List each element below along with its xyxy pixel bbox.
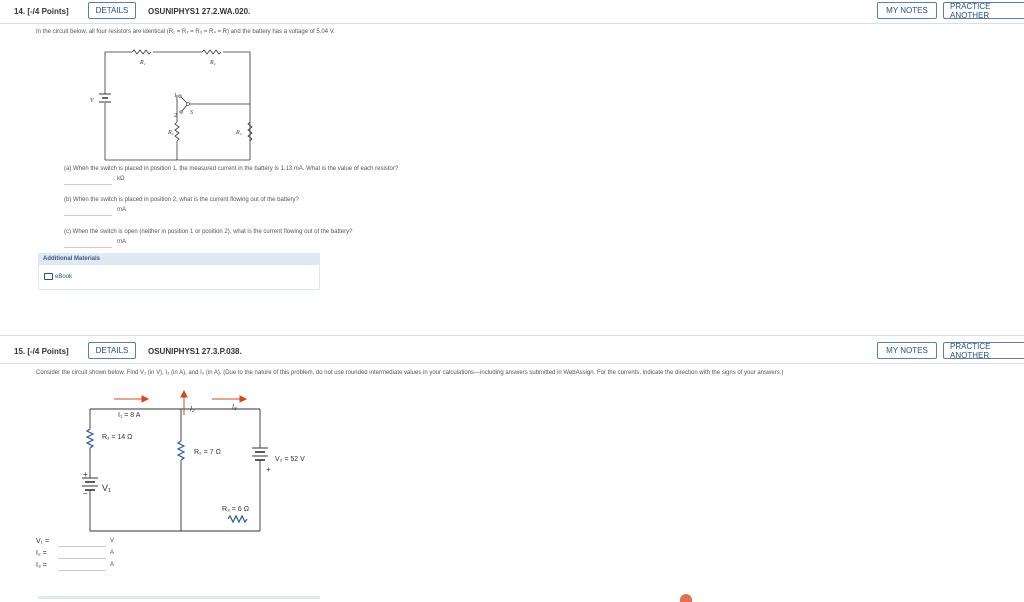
question-intro: In the circuit below, all four resistors are identical (R₁ = R₂ = R₃ = R₄ = R) and the battery has a voltage of 5.04 V. <box>36 29 335 35</box>
question-code: OSUNIPHYS1 27.2.WA.020. <box>148 7 251 16</box>
part-c-input[interactable] <box>64 239 112 248</box>
ebook-link[interactable] <box>44 273 72 280</box>
r3-label: R₃ = 6 Ω <box>222 506 249 513</box>
header-divider <box>0 363 1024 364</box>
question-14-header <box>0 1 1024 23</box>
i1-label: I₁ = 8 A <box>118 412 141 419</box>
ebook-label: eBook <box>55 273 73 280</box>
my-notes-button[interactable]: MY NOTES <box>877 342 937 359</box>
feedback-icon[interactable] <box>680 594 692 602</box>
i2-answer-input[interactable] <box>58 550 106 559</box>
r2-label: R₂ <box>210 60 216 66</box>
i3-label: I₃ <box>232 404 237 411</box>
additional-materials-header-partial <box>38 596 320 599</box>
additional-materials-header: Additional Materials <box>38 253 320 265</box>
i2-answer-label: I₂ = <box>36 550 47 557</box>
minus-sign: − <box>83 489 88 498</box>
part-b-unit: mA <box>117 207 126 213</box>
v1-answer-input[interactable] <box>58 538 106 547</box>
r3-resistor <box>175 122 179 141</box>
practice-another-button[interactable]: PRACTICE ANOTHER <box>943 2 1024 19</box>
header-divider <box>0 23 1024 24</box>
plus-sign: + <box>83 470 88 479</box>
question-number: 15. [-/4 Points] <box>14 347 69 356</box>
r2-label: R₂ = 7 Ω <box>194 449 221 456</box>
my-notes-button[interactable]: MY NOTES <box>877 2 937 19</box>
i3-answer-label: I₃ = <box>36 562 47 569</box>
r1-label: R₁ = 14 Ω <box>102 434 133 441</box>
part-a-text: (a) When the switch is placed in position 1, the measured current in the battery is 1.13 mA. What is the value of each resistor? <box>64 166 399 172</box>
i2-answer-unit: A <box>110 550 115 556</box>
question-intro: Consider the circuit shown below. Find V₁ (in V), I₂ (in A), and I₃ (in A). (Due to the nature of this problem, do not use rounded intermediate values in your calculations—including answers submitted in WebAssign. For the currents, indicate the direction with the signs of your answers.) <box>36 370 784 376</box>
question-number: 14. [-/4 Points] <box>14 7 69 16</box>
v1-answer-label: V₁ = <box>36 538 50 545</box>
r2-resistor <box>178 441 184 460</box>
r3-label: R₃ <box>168 130 174 136</box>
i3-answer-unit: A <box>110 562 115 568</box>
r2-resistor <box>202 50 221 54</box>
v1-answer-unit: V <box>110 538 115 544</box>
battery-label: V <box>90 98 94 104</box>
ebook-icon <box>44 273 53 280</box>
r4-label: R₄ <box>236 130 242 136</box>
plus-sign-v2: + <box>266 465 271 474</box>
r1-resistor <box>132 50 151 54</box>
part-b-input[interactable] <box>64 207 112 216</box>
question-separator <box>0 335 1024 336</box>
circuit-diagram-1 <box>80 40 280 165</box>
r3-resistor <box>228 516 247 522</box>
part-c-unit: mA <box>117 239 126 245</box>
i3-answer-input[interactable] <box>58 562 106 571</box>
additional-materials-body <box>38 265 320 290</box>
v2-label: V₂ = 52 V <box>275 456 305 463</box>
pos1-label: 1 <box>174 93 177 99</box>
r1-resistor <box>87 429 93 448</box>
v1-label: V₁ <box>102 483 112 493</box>
part-b-text: (b) When the switch is placed in position 2, what is the current flowing out of the battery? <box>64 197 299 203</box>
switch-label: S <box>190 110 193 116</box>
question-code: OSUNIPHYS1 27.3.P.038. <box>148 347 242 356</box>
part-c-text: (c) When the switch is open (neither in position 1 or position 2), what is the current flowing out of the battery? <box>64 229 353 235</box>
pos2-label: 2 <box>174 113 177 119</box>
i2-label: I₂ <box>190 406 195 413</box>
r1-label: R₁ <box>140 60 146 66</box>
details-button[interactable]: DETAILS <box>88 342 136 359</box>
part-a-unit: kΩ <box>117 176 125 182</box>
part-a-input[interactable] <box>64 176 112 185</box>
practice-another-button[interactable]: PRACTICE ANOTHER <box>943 342 1024 359</box>
circuit-diagram-2 <box>80 385 320 535</box>
details-button[interactable]: DETAILS <box>88 2 136 19</box>
question-15-header <box>0 341 1024 363</box>
